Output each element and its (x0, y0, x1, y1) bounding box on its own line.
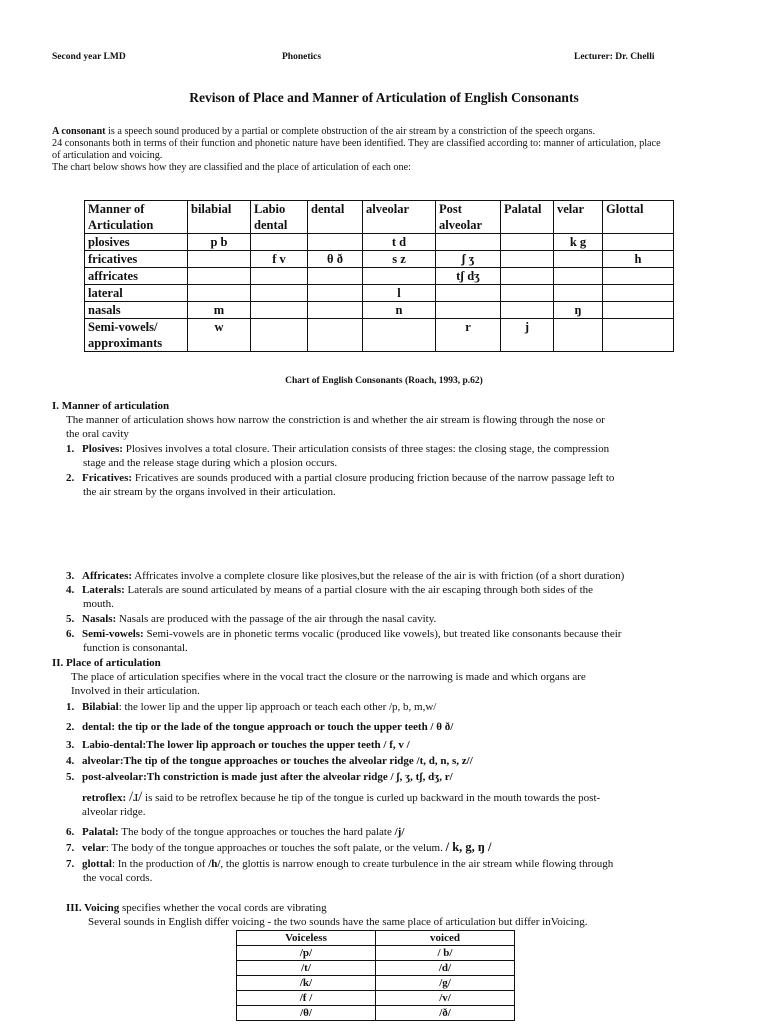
chart-cell: h (603, 251, 674, 268)
chart-cell (363, 319, 436, 352)
consonant-chart (84, 200, 674, 352)
item-number: 3. (66, 739, 75, 751)
voicing-cell: /d/ (376, 961, 515, 976)
voicing-desc-0: specifies whether the vocal cords are vibrating (119, 902, 327, 914)
chart-cell (501, 268, 554, 285)
chart-cell: ʃ ʒ (436, 251, 501, 268)
chart-cell (251, 268, 308, 285)
item-term: velar (82, 842, 106, 854)
chart-cell: m (188, 302, 251, 319)
chart-cell: θ ð (308, 251, 363, 268)
voicing-cell: /t/ (237, 961, 376, 976)
item-text: Plosives involves a total closure. Their articulation consists of three stages: the closing stage, the compression (122, 443, 610, 455)
item-text: Laterals are sound articulated by means of a partial closure with the air escaping through both sides of the (124, 584, 594, 596)
item-text: Fricatives are sounds produced with a partial closure producing friction because of the narrow passage left to (132, 472, 615, 484)
item-symbol: /j/ (394, 826, 405, 838)
item-text: alveolar:The tip of the tongue approaches or touches the alveolar ridge /t, d, n, s, z// (82, 755, 473, 767)
chart-row-plosives (85, 234, 674, 251)
chart-cell (554, 251, 603, 268)
voicing-table (236, 930, 515, 1021)
item-number: 6. (66, 826, 75, 838)
chart-cell (188, 268, 251, 285)
chart-row-affricates (85, 268, 674, 285)
item-text: Nasals are produced with the passage of the air through the nasal cavity. (116, 613, 437, 625)
item-text-cont: mouth. (83, 598, 114, 610)
chart-header: alveolar (363, 201, 436, 234)
voicing-cell: /p/ (237, 946, 376, 961)
item-term: Plosives: (82, 443, 123, 455)
chart-cell (251, 234, 308, 251)
manner-item-laterals (66, 583, 730, 611)
chart-header: Labio dental (251, 201, 308, 234)
chart-cell: plosives (85, 234, 188, 251)
subject-label: Phonetics (282, 52, 322, 62)
voicing-cell: /k/ (237, 976, 376, 991)
chart-cell (363, 268, 436, 285)
chart-header: bilabial (188, 201, 251, 234)
voicing-cell: /g/ (376, 976, 515, 991)
manner-heading: I. Manner of articulation (52, 400, 170, 412)
item-text: The body of the tongue approaches or touches the hard palate (118, 826, 395, 838)
chart-header: Post alveolar (436, 201, 501, 234)
chart-cell: r (436, 319, 501, 352)
chart-cell (188, 251, 251, 268)
item-text-cont: stage and the release stage during which a plosion occurs. (83, 457, 338, 469)
manner-item-plosives (66, 442, 730, 470)
item-text: : In the production of (111, 858, 209, 870)
chart-cell: s z (363, 251, 436, 268)
chart-cell: Semi-vowels/ approximants (85, 319, 188, 352)
chart-cell (188, 285, 251, 302)
intro-line1: is a speech sound produced by a partial or complete obstruction of the air stream by a constriction of the speech organs. (105, 126, 596, 137)
item-text-cont: the vocal cords. (83, 872, 153, 884)
item-text-cont: the air stream by the organs involved in their articulation. (83, 486, 336, 498)
chart-cell (308, 319, 363, 352)
chart-cell (501, 234, 554, 251)
chart-cell: nasals (85, 302, 188, 319)
intro-paragraph (52, 126, 724, 174)
place-heading: II. Place of articulation (52, 657, 161, 669)
chart-cell (436, 234, 501, 251)
chart-cell (308, 268, 363, 285)
item-symbol: / k, g, ŋ / (445, 840, 492, 854)
item-term: Palatal: (82, 826, 119, 838)
item-text: Labio-dental:The lower lip approach or touches the upper teeth / f, v / (82, 739, 410, 751)
voicing-section (66, 901, 746, 929)
item-number: 7. (66, 858, 75, 870)
chart-cell (251, 285, 308, 302)
chart-cell (501, 285, 554, 302)
chart-cell: lateral (85, 285, 188, 302)
voicing-desc-1: Several sounds in English differ voicing - the two sounds have the same place of articulation but differ inVoicing. (88, 916, 588, 928)
chart-cell: f v (251, 251, 308, 268)
place-item-glottal (66, 857, 736, 885)
item-number: 5. (66, 771, 75, 783)
item-number: 7. (66, 842, 75, 854)
place-item-postalveolar (66, 770, 453, 784)
chart-cell (603, 268, 674, 285)
chart-row-semivowels (85, 319, 674, 352)
chart-cell (603, 234, 674, 251)
item-number: 4. (66, 755, 75, 767)
chart-row-lateral (85, 285, 674, 302)
chart-cell: j (501, 319, 554, 352)
chart-cell (308, 285, 363, 302)
manner-item-semivowels (66, 627, 730, 655)
chart-header: velar (554, 201, 603, 234)
item-text: Semi-vowels are in phonetic terms vocalic (produced like vowels), but treated like consonants because their (143, 628, 622, 640)
item-term: glottal (82, 858, 112, 870)
item-text: : The body of the tongue approaches or touches the soft palate, or the velum. (105, 842, 446, 854)
intro-line4: The chart below shows how they are classified and the place of articulation of each one: (52, 162, 411, 173)
place-item-velar (66, 840, 491, 855)
voicing-cell: / b/ (376, 946, 515, 961)
place-item-dental (66, 720, 453, 734)
chart-cell (308, 234, 363, 251)
manner-item-affricates (66, 569, 750, 583)
chart-cell (603, 285, 674, 302)
item-symbol: /ɹ/ (128, 789, 143, 805)
chart-cell (603, 319, 674, 352)
place-section (52, 656, 732, 698)
item-term: Fricatives: (82, 472, 133, 484)
chart-cell (501, 251, 554, 268)
item-term: Laterals: (82, 584, 125, 596)
chart-cell (251, 319, 308, 352)
chart-cell (554, 285, 603, 302)
manner-section (52, 399, 732, 441)
item-term: Affricates: (82, 570, 133, 582)
voicing-cell: /ð/ (376, 1006, 515, 1021)
item-term: Semi-vowels: (82, 628, 144, 640)
chart-cell: k g (554, 234, 603, 251)
lecturer-label: Lecturer: Dr. Chelli (574, 52, 655, 62)
place-item-alveolar (66, 754, 473, 768)
chart-row-fricatives (85, 251, 674, 268)
item-text: : the lower lip and the upper lip approach or teach each other /p, b, m,w/ (118, 701, 437, 713)
chart-header: Glottal (603, 201, 674, 234)
chart-cell: affricates (85, 268, 188, 285)
chart-cell (603, 302, 674, 319)
chart-cell: tʃ dʒ (436, 268, 501, 285)
manner-item-nasals (66, 612, 730, 626)
manner-desc-2: the oral cavity (66, 428, 129, 440)
item-number: 3. (66, 570, 75, 582)
place-item-labiodental (66, 738, 410, 752)
item-text-cont: alveolar ridge. (82, 806, 146, 818)
chart-header-row (85, 201, 674, 234)
chart-cell: l (363, 285, 436, 302)
place-desc-2: Involved in their articulation. (71, 685, 200, 697)
place-item-bilabial (66, 700, 436, 714)
chart-cell (436, 302, 501, 319)
item-term: Bilabial (82, 701, 119, 713)
item-number: 5. (66, 613, 75, 625)
item-number: 1. (66, 701, 75, 713)
chart-row-nasals (85, 302, 674, 319)
intro-line2: 24 consonants both in terms of their function and phonetic nature have been identified. They are classified according to: manner of articulation, place (52, 138, 661, 149)
chart-cell: ŋ (554, 302, 603, 319)
chart-header: dental (308, 201, 363, 234)
intro-line3: of articulation and voicing. (52, 150, 163, 161)
chart-cell: t d (363, 234, 436, 251)
place-desc-1: The place of articulation specifies where in the vocal tract the closure or the narrowing is made and which organs are (71, 671, 586, 683)
intro-term: A consonant (52, 126, 106, 137)
item-number: 2. (66, 472, 75, 484)
item-text: post-alveolar:Th constriction is made just after the alveolar ridge / ʃ, ʒ, tʃ, dʒ, r/ (82, 771, 453, 783)
item-term: Nasals: (82, 613, 117, 625)
item-number: 4. (66, 584, 75, 596)
chart-cell (501, 302, 554, 319)
item-text: is said to be retroflex because he tip of the tongue is curled up backward in the mouth towards the post- (142, 792, 601, 804)
chart-cell (554, 268, 603, 285)
item-number: 2. (66, 721, 75, 733)
chart-caption: Chart of English Consonants (Roach, 1993, p.62) (285, 376, 483, 386)
voicing-cell: /v/ (376, 991, 515, 1006)
manner-desc-1: The manner of articulation shows how narrow the constriction is and whether the air stream is flowing through the nose or (66, 414, 605, 426)
voicing-header: Voiceless (237, 931, 376, 946)
item-term: retroflex: (82, 792, 127, 804)
place-item-palatal (66, 825, 404, 839)
course-label: Second year LMD (52, 52, 126, 62)
chart-cell (308, 302, 363, 319)
manner-item-fricatives (66, 471, 730, 499)
item-text: , the glottis is narrow enough to create turbulence in the air stream while flowing through (220, 858, 614, 870)
chart-cell (436, 285, 501, 302)
voicing-cell: /f / (237, 991, 376, 1006)
voicing-heading: III. Voicing (66, 902, 120, 914)
place-item-retroflex (82, 790, 742, 819)
chart-cell: w (188, 319, 251, 352)
chart-header: Manner of Articulation (85, 201, 188, 234)
item-number: 6. (66, 628, 75, 640)
item-text: Affricates involve a complete closure like plosives,but the release of the air is with friction (of a short duration) (132, 570, 625, 582)
voicing-header: voiced (376, 931, 515, 946)
chart-header: Palatal (501, 201, 554, 234)
item-text: dental: the tip or the lade of the tongue approach or touch the upper teeth / θ ð/ (82, 721, 454, 733)
page-title: Revison of Place and Manner of Articulation of English Consonants (189, 90, 579, 105)
item-text-cont: function is consonantal. (83, 642, 188, 654)
chart-cell: fricatives (85, 251, 188, 268)
item-number: 1. (66, 443, 75, 455)
chart-cell (554, 319, 603, 352)
chart-cell: p b (188, 234, 251, 251)
chart-cell (251, 302, 308, 319)
voicing-cell: /θ/ (237, 1006, 376, 1021)
chart-cell: n (363, 302, 436, 319)
item-symbol: /h/ (208, 858, 221, 870)
